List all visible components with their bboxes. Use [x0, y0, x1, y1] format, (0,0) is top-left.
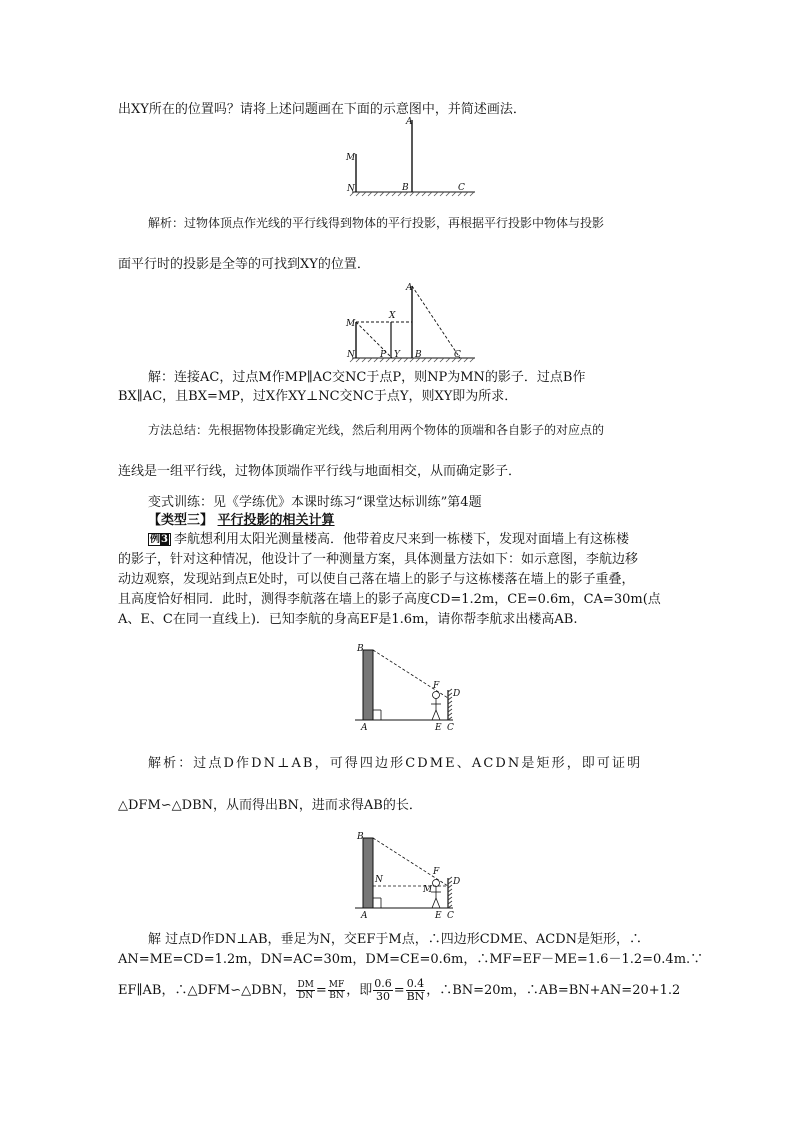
text-line: 的影子，针对这种情况，他设计了一种测量方案，具体测量方法如下：如示意图，李航边移 — [118, 552, 639, 567]
fraction-denominator: 30 — [376, 990, 391, 1003]
fraction-denominator: BN — [329, 991, 344, 1001]
point-label: A — [406, 283, 413, 293]
point-label: X — [389, 311, 396, 321]
point-label: E — [435, 723, 442, 732]
text-line: 出XY所在的位置吗？请将上述问题画在下面的示意图中，并简述画法． — [118, 102, 526, 117]
text-span: EF∥AB，∴△DFM∽△DBN， — [118, 983, 296, 998]
fraction-denominator: DN — [298, 991, 314, 1001]
example-label: 例 — [150, 534, 160, 545]
section-bracket: 【类型三】 — [148, 513, 214, 528]
point-label: N — [347, 350, 355, 360]
example-badge — [148, 533, 171, 546]
equals-sign: = — [393, 983, 405, 998]
text-line: 解析：过点D作DN⊥AB，可得四边形CDME、ACDN是矩形，即可证明 — [148, 756, 643, 771]
point-label: B — [357, 644, 364, 654]
point-label: F — [433, 867, 440, 877]
figure-building-shadow — [335, 640, 475, 732]
point-label: E — [435, 911, 442, 920]
fraction-numerator: 0.6 — [374, 977, 392, 990]
figure-building-solution — [335, 828, 475, 920]
figure-shadow-solution — [330, 280, 490, 370]
point-label: N — [375, 875, 383, 885]
text-line: 面平行时的投影是全等的可找到XY的位置． — [118, 257, 370, 272]
point-label: C — [458, 183, 465, 193]
text-line: △DFM∽△DBN，从而得出BN，进而求得AB的长． — [118, 798, 422, 813]
text-line: 动边观察，发现站到点E处时，可以使自己落在墙上的影子与这栋楼落在墙上的影子重叠， — [118, 572, 635, 587]
point-label: C — [447, 911, 454, 920]
example-number: 3 — [161, 534, 168, 545]
text-span: ，即 — [346, 983, 373, 998]
text-line: AN=ME=CD=1.2m，DN=AC=30m，DM=CE=0.6m，∴MF=EF－ME=1.6－1.2=0.4m.∵ — [118, 952, 704, 967]
fraction-numerator: MF — [328, 980, 345, 990]
equals-sign: = — [315, 983, 327, 998]
text-line: 解析：过物体顶点作光线的平行线得到物体的平行投影，再根据平行投影中物体与投影 — [148, 216, 605, 230]
text-line: A、E、C在同一直线上)．已知李航的身高EF是1.6m，请你帮李航求出楼高AB. — [118, 612, 578, 627]
text-line: BX∥AC，且BX=MP，过X作XY⊥NC交NC于点Y，则XY即为所求． — [118, 389, 518, 404]
point-label: D — [453, 689, 461, 699]
point-label: F — [433, 681, 440, 691]
point-label: P — [380, 350, 387, 360]
fraction — [328, 980, 345, 1001]
point-label: A — [406, 117, 413, 127]
point-label: B — [402, 183, 409, 193]
fraction — [296, 980, 314, 1001]
fraction-denominator: BN — [406, 990, 425, 1003]
figure-shadow-setup — [330, 112, 490, 202]
point-label: N — [347, 184, 355, 194]
text-line: 方法总结：先根据物体投影确定光线，然后利用两个物体的顶端和各自影子的对应点的 — [148, 423, 605, 437]
text-line: 解：连接AC，过点M作MP∥AC交NC于点P，则NP为MN的影子．过点B作 — [148, 370, 586, 385]
fraction-numerator: DM — [297, 980, 314, 990]
point-label: B — [415, 350, 422, 360]
text-line: 解 过点D作DN⊥AB，垂足为N，交EF于M点，∴四边形CDME、ACDN是矩形，∴ — [148, 932, 643, 947]
point-label: M — [346, 153, 356, 163]
point-label: C — [447, 723, 454, 732]
fraction — [373, 978, 393, 1003]
fraction — [406, 978, 426, 1003]
section-title: 平行投影的相关计算 — [217, 513, 335, 528]
text-span: 李航想利用太阳光测量楼高．他带着皮尺来到一栋楼下，发现对面墙上有这栋楼 — [173, 532, 629, 547]
point-label: A — [361, 723, 368, 732]
point-label: M — [346, 319, 356, 329]
point-label: D — [453, 877, 461, 887]
point-label: B — [357, 832, 364, 842]
text-line: 且高度恰好相同．此时，测得李航落在墙上的影子高度CD=1.2m，CE=0.6m，CA=30m(点 — [118, 592, 661, 607]
point-label: M — [423, 885, 433, 895]
point-label: C — [454, 350, 461, 360]
text-line: 变式训练：见《学练优》本课时练习“课堂达标训练”第4题 — [148, 495, 482, 510]
fraction-numerator: 0.4 — [406, 977, 425, 990]
text-line — [118, 977, 681, 1004]
text-line: 连线是一组平行线，过物体顶端作平行线与地面相交，从而确定影子． — [118, 464, 522, 479]
text-span: ，∴BN=20m，∴AB=BN+AN=20+1.2 — [426, 983, 681, 998]
section-heading — [148, 511, 708, 531]
point-label: Y — [394, 350, 400, 360]
text-line — [148, 530, 708, 550]
point-label: A — [361, 911, 368, 920]
